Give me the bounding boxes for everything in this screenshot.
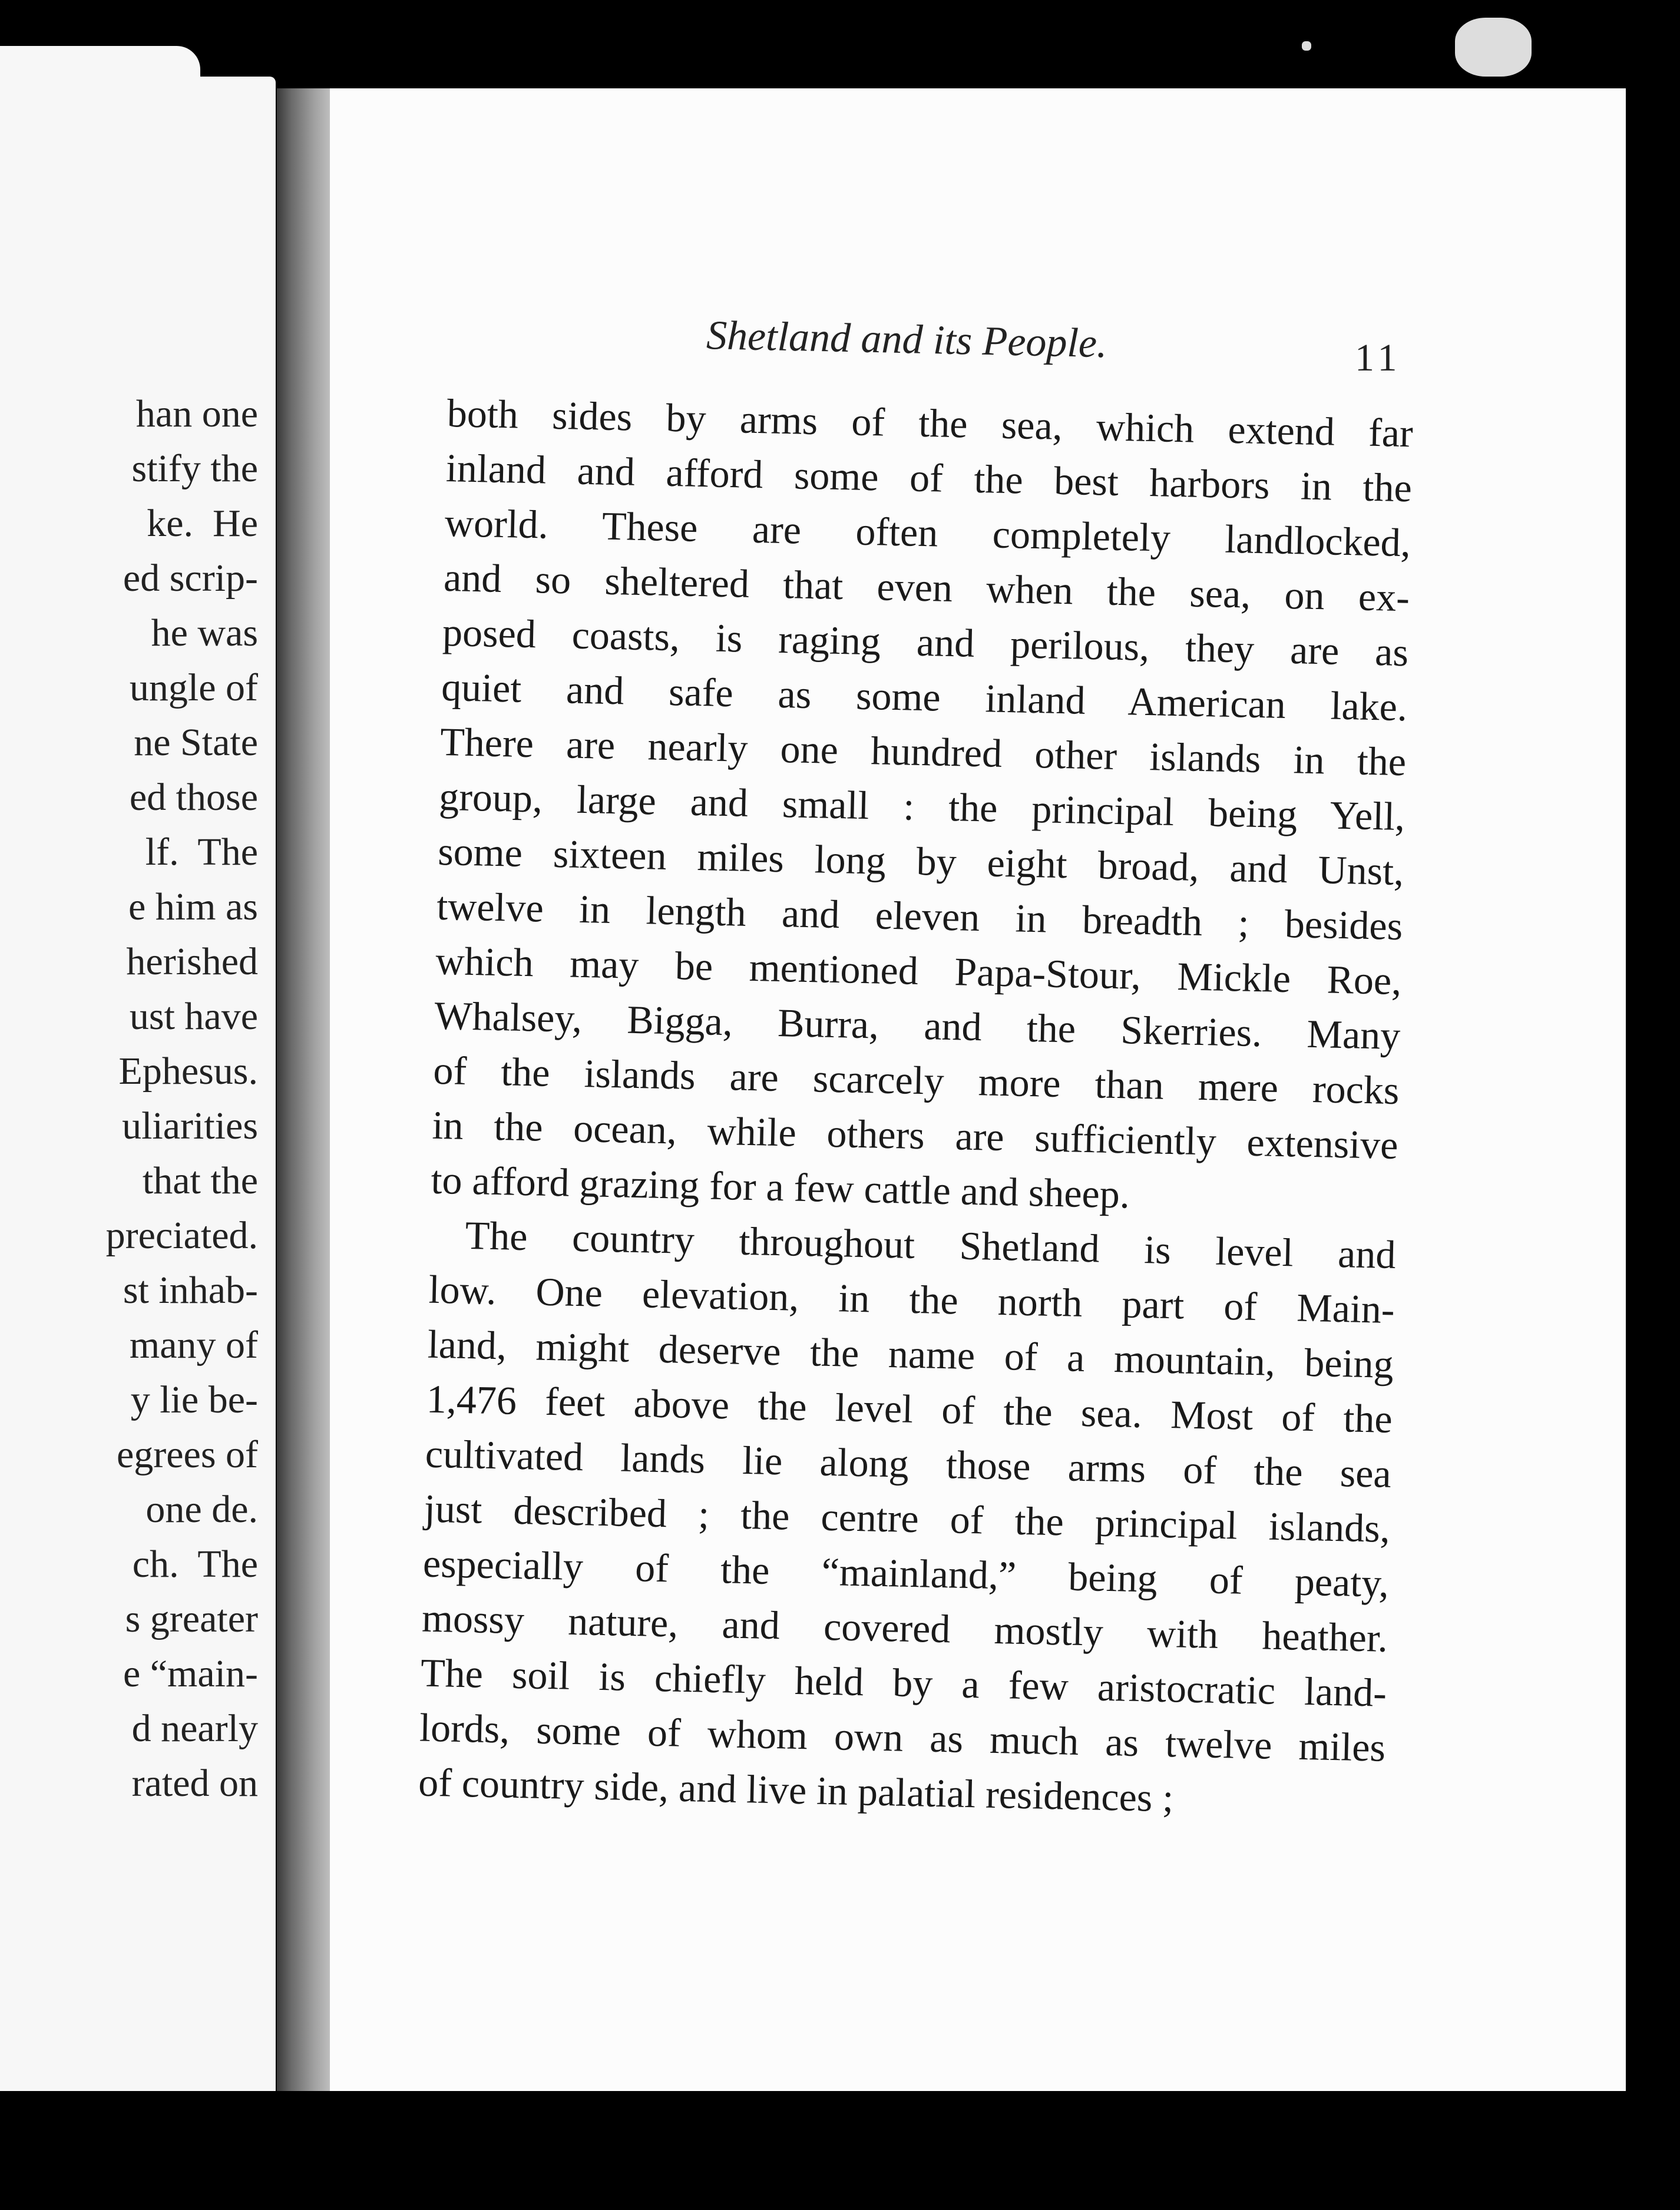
text-line: group, large and small : the principal being Yell,	[438, 773, 1405, 839]
left-page-line: d nearly	[131, 1707, 258, 1750]
left-page-line: st inhab-	[123, 1269, 258, 1312]
left-page-line: ke. He	[147, 502, 258, 545]
page-body-text	[418, 386, 1413, 1830]
left-page-line: he was	[141, 611, 258, 654]
right-book-page	[330, 88, 1626, 2091]
running-head: Shetland and its People.	[706, 312, 1108, 367]
text-line: of the islands are scarcely more than mere rocks	[432, 1047, 1400, 1113]
left-page-line: Ephesus.	[118, 1050, 258, 1093]
left-page-line: preciated.	[105, 1214, 258, 1257]
text-line: quiet and safe as some inland American lake.	[441, 664, 1408, 730]
text-line: twelve in length and eleven in breadth ; besides	[436, 883, 1403, 949]
left-page-line: lf. The	[145, 831, 258, 874]
text-line: especially of the “mainland,” being of peaty,	[422, 1540, 1390, 1606]
text-line: The country throughout Shetland is level and	[465, 1212, 1397, 1278]
scan-speck	[1302, 41, 1311, 51]
left-page-line: ungle of	[129, 666, 258, 709]
text-line: land, might deserve the name of a mountain, being	[427, 1321, 1394, 1387]
left-page-text	[0, 386, 258, 1811]
page-number: 11	[1355, 336, 1402, 379]
text-line: both sides by arms of the sea, which extend far	[447, 390, 1414, 456]
left-page-line: herished	[126, 940, 258, 983]
text-line: low. One elevation, in the north part of Main-	[428, 1266, 1395, 1332]
left-page-line: ne State	[134, 721, 258, 764]
text-line: to afford grazing for a few cattle and sheep.	[430, 1157, 1130, 1217]
left-page-line: stify the	[131, 447, 258, 490]
text-line: of country side, and live in palatial residences ;	[418, 1759, 1175, 1821]
left-page-line: ust have	[129, 995, 258, 1038]
text-line: just described ; the centre of the principal islands,	[424, 1486, 1391, 1551]
text-line: There are nearly one hundred other islands in the	[439, 719, 1407, 785]
left-page-line: one de.	[135, 1488, 258, 1531]
text-line: cultivated lands lie along those arms of the sea	[425, 1431, 1392, 1496]
text-line: 1,476 feet above the level of the sea. Most of the	[426, 1376, 1393, 1441]
left-page-line: ch. The	[132, 1543, 258, 1586]
left-page-line: s greater	[125, 1597, 258, 1640]
left-page-line: ed those	[129, 776, 258, 819]
text-line: lords, some of whom own as much as twelve miles	[419, 1705, 1386, 1770]
text-line: which may be mentioned Papa-Stour, Mickle Roe,	[435, 938, 1402, 1004]
text-line: in the ocean, while others are sufficiently extensive	[431, 1102, 1399, 1168]
left-page-line: egrees of	[116, 1433, 258, 1476]
left-facing-page	[0, 77, 276, 2091]
left-page-line: e him as	[128, 885, 258, 928]
text-line: world. These are often completely landlocked,	[444, 499, 1411, 565]
text-line: The soil is chiefly held by a few aristocratic land-	[420, 1650, 1387, 1715]
left-page-line: ed scrip-	[123, 557, 258, 600]
text-line: some sixteen miles long by eight broad, and Unst,	[437, 828, 1404, 894]
left-page-line: many of	[120, 1324, 258, 1367]
left-page-line: uliarities	[122, 1104, 258, 1147]
left-page-line: rated on	[131, 1762, 258, 1805]
left-page-line: y lie be-	[130, 1378, 258, 1421]
left-page-line: that the	[133, 1159, 258, 1202]
text-line: mossy nature, and covered mostly with heather.	[421, 1595, 1388, 1660]
left-page-line: han one	[135, 392, 258, 435]
text-line: and so sheltered that even when the sea, on ex-	[443, 554, 1410, 620]
left-page-line: e “main-	[123, 1652, 258, 1695]
text-line: inland and afford some of the best harbors in the	[445, 445, 1413, 511]
text-line: posed coasts, is raging and perilous, they are as	[442, 609, 1409, 675]
text-line: Whalsey, Bigga, Burra, and the Skerries. Many	[434, 992, 1401, 1058]
scan-speck	[1455, 18, 1532, 77]
